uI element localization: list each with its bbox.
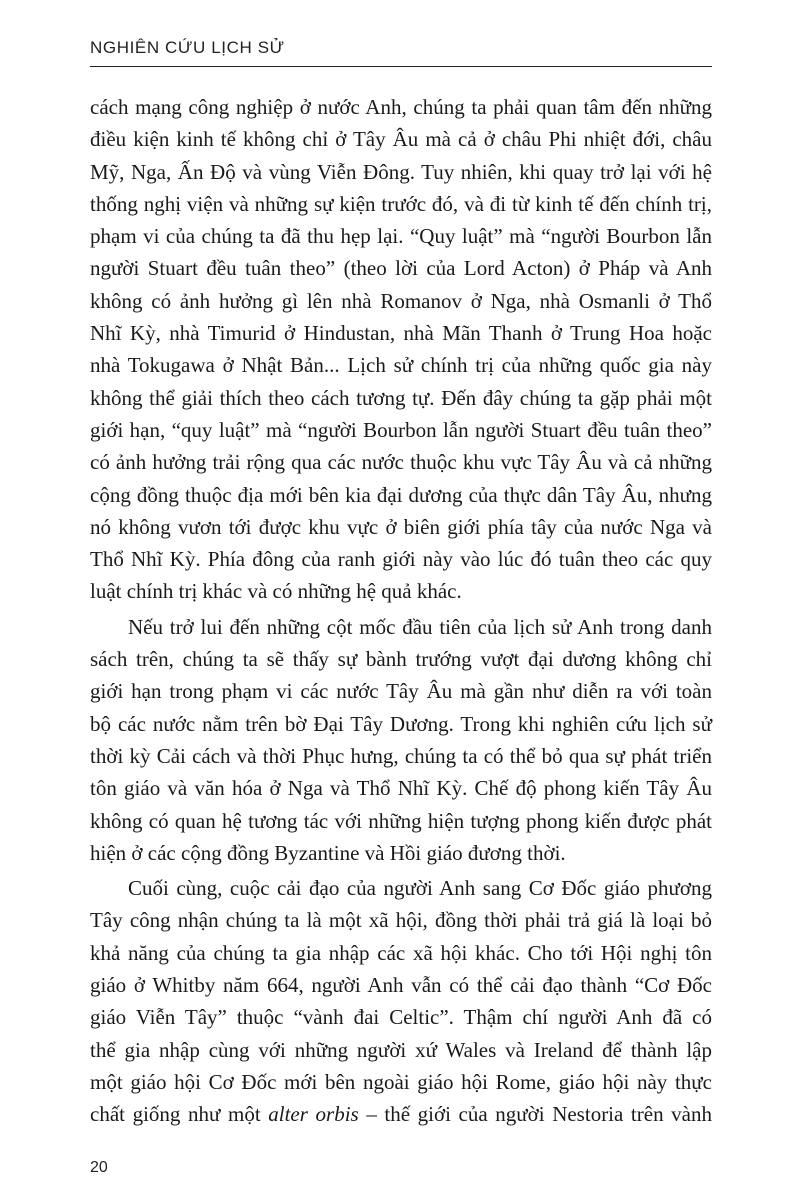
text-line: Thổ Nhĩ Kỳ. Phía đông của ranh giới này vào lúc đó tuân theo các quy [90, 547, 712, 572]
body-text [90, 91, 712, 1131]
text-segment: – thế giới của người Nestoria trên vành [358, 1102, 713, 1127]
text-line: hiện ở các cộng đồng Byzantine và Hồi giáo đương thời. [90, 840, 566, 865]
italic-term: alter orbis [268, 1102, 359, 1127]
text-line: phạm vi của chúng ta đã thu hẹp lại. “Quy luật” mà “người Bourbon lẫn [90, 224, 712, 249]
text-line: nhà Tokugawa ở Nhật Bản... Lịch sử chính trị của những quốc gia này [90, 353, 712, 378]
text-line: không thể giải thích theo cách tương tự. Đến đây chúng ta gặp phải một [90, 385, 712, 410]
text-line: điều kiện kinh tế không chỉ ở Tây Âu mà cả ở châu Phi nhiệt đới, châu [90, 127, 712, 152]
text-line: giới hạn trong phạm vi các nước Tây Âu mà gần như diễn ra với toàn [90, 679, 712, 704]
text-line: có ảnh hưởng trải rộng qua các nước thuộc khu vực Tây Âu và cả những [90, 450, 712, 475]
running-head-title: NGHIÊN CỨU LỊCH SỬ [90, 38, 285, 57]
text-line: Nhĩ Kỳ, nhà Timurid ở Hindustan, nhà Mãn Thanh ở Trung Hoa hoặc [90, 321, 712, 346]
text-line: một giáo hội Cơ Đốc mới bên ngoài giáo hội Rome, giáo hội này thực [90, 1069, 712, 1094]
text-segment: chất giống như một [90, 1102, 269, 1127]
paragraph-1 [90, 91, 712, 608]
text-line: người Stuart đều tuân theo” (theo lời của Lord Acton) ở Pháp và Anh [90, 256, 712, 281]
text-line: thể gia nhập cùng với những người xứ Wales và Ireland để thành lập [90, 1037, 712, 1062]
text-line: giáo Viễn Tây” thuộc “vành đai Celtic”. Thậm chí người Anh đã có [90, 1005, 712, 1030]
text-line: thống nghị viện và những sự kiện trước đó, và đi từ kinh tế đến chính trị, [90, 191, 712, 216]
text-line: khả năng của chúng ta gia nhập các xã hội khác. Cho tới Hội nghị tôn [90, 940, 712, 965]
text-line: Cuối cùng, cuộc cải đạo của người Anh sang Cơ Đốc giáo phương [128, 876, 712, 901]
text-line: thời kỳ Cải cách và thời Phục hưng, chúng ta có thể bỏ qua sự phát triển [90, 743, 712, 768]
text-line: tôn giáo và văn hóa ở Nga và Thổ Nhĩ Kỳ. Chế độ phong kiến Tây Âu [90, 776, 712, 801]
text-line: luật chính trị khác và có những hệ quả khác. [90, 579, 462, 604]
text-line: Nếu trở lui đến những cột mốc đầu tiên của lịch sử Anh trong danh [128, 614, 712, 639]
page-number: 20 [90, 1159, 108, 1176]
text-line: bộ các nước nằm trên bờ Đại Tây Dương. Trong khi nghiên cứu lịch sử [90, 711, 712, 736]
text-line: sách trên, chúng ta sẽ thấy sự bành trướng vượt đại dương không chỉ [90, 647, 712, 672]
text-line: Mỹ, Nga, Ấn Độ và vùng Viễn Đông. Tuy nhiên, khi quay trở lại với hệ [90, 159, 712, 184]
text-line: Tây công nhận chúng ta là một xã hội, đồng thời phải trả giá là loại bỏ [90, 908, 712, 933]
text-line: giới hạn, “quy luật” mà “người Bourbon lẫn người Stuart đều tuân theo” [90, 417, 712, 442]
paragraph-3 [90, 872, 712, 1130]
text-line: giáo ở Whitby năm 664, người Anh vẫn có thể cải đạo thành “Cơ Đốc [90, 973, 712, 998]
paragraph-2 [90, 611, 712, 869]
text-line: cộng đồng thuộc địa mới bên kia đại dương của thực dân Tây Âu, nhưng [90, 482, 712, 507]
text-line: cách mạng công nghiệp ở nước Anh, chúng ta phải quan tâm đến những [90, 95, 712, 119]
text-line: không có quan hệ tương tác với những hiện tượng phong kiến được phát [90, 808, 712, 833]
text-line: không có ảnh hưởng gì lên nhà Romanov ở Nga, nhà Osmanli ở Thổ [90, 288, 712, 313]
text-line: nó không vươn tới được khu vực ở biên giới phía tây của nước Nga và [90, 514, 712, 539]
header-rule [90, 66, 712, 67]
text-line-with-italic [90, 1098, 712, 1130]
